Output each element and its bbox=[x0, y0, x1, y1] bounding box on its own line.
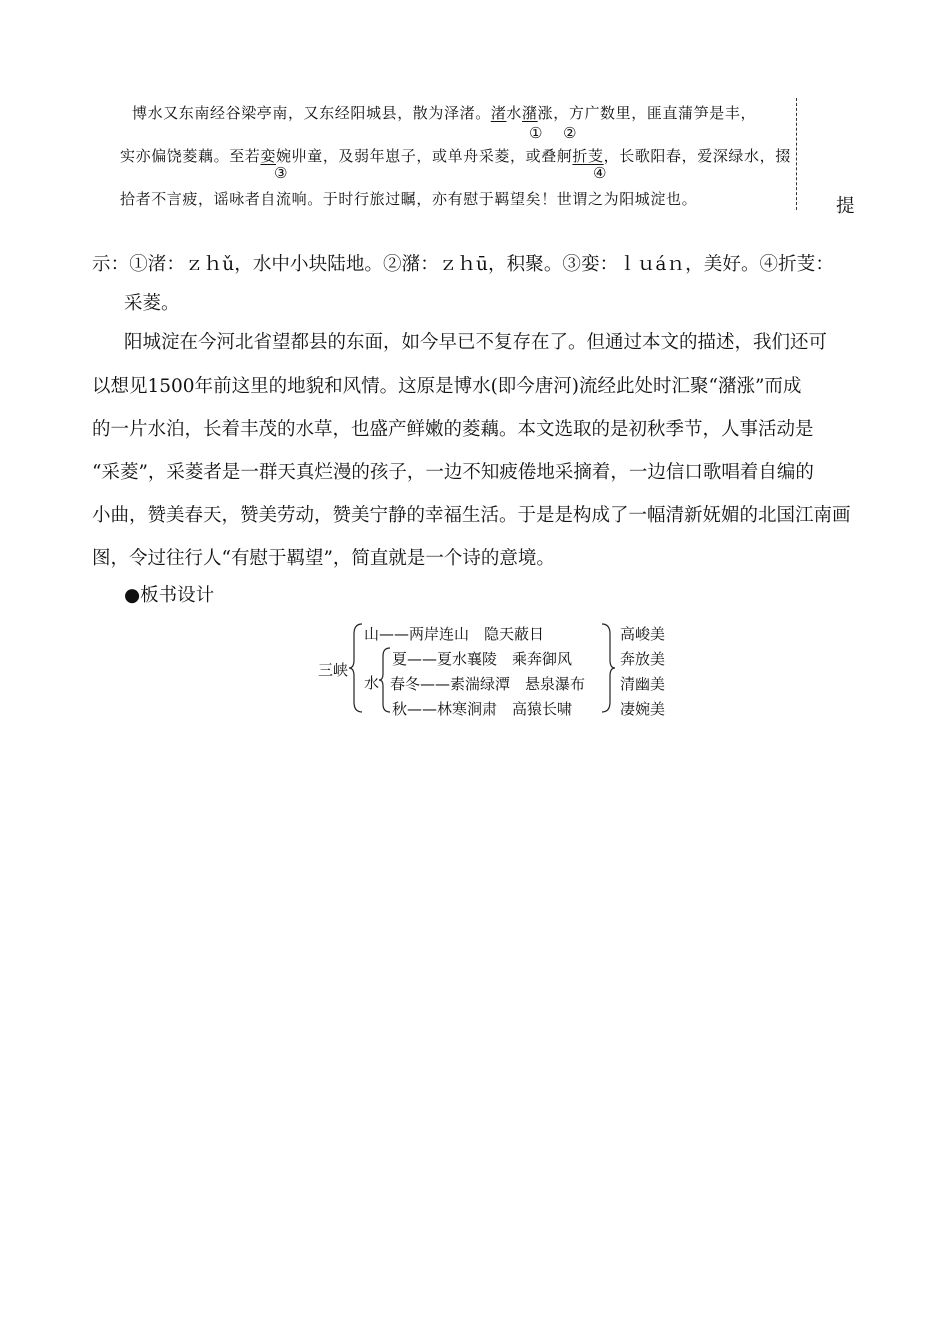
beauty-label: 奔放美 bbox=[620, 650, 666, 668]
source-text: 涨，方广数里，匪直蒲笋是丰， bbox=[537, 104, 757, 122]
right-brace-icon bbox=[600, 622, 616, 714]
hint-line-1: 示：①渚：ｚｈǔ，水中小块陆地。②潴：ｚｈū，积聚。③娈：ｌｕáｎ，美好。④折芰： bbox=[92, 254, 834, 275]
paragraph-line: 阳城淀在今河北省望都县的东面，如今早已不复存在了。但通过本文的描述，我们还可 bbox=[124, 332, 828, 353]
source-line-3: 拾者不言疲，谣咏者自流响。于时行旅过瞩，亦有慰于羁望矣！世谓之为阳城淀也。 bbox=[120, 190, 698, 208]
paragraph-line: 以想见1500年前这里的地貌和风情。这原是博水(即今唐河)流经此处时汇聚“潴涨”而成 bbox=[92, 376, 802, 397]
source-text: ，长歌阳春，爱深绿水，掇 bbox=[603, 147, 791, 165]
diagram-qiu: 秋——林寒涧肃 高猿长啸 bbox=[392, 700, 573, 718]
paragraph-line: “采菱”，采菱者是一群天真烂漫的孩子，一边不知疲倦地采摘着，一边信口歌唱着自编的 bbox=[92, 462, 814, 483]
annotated-char-zhu: 渚 bbox=[490, 104, 507, 122]
diagram-shui: 水 bbox=[364, 674, 380, 692]
beauty-label: 高峻美 bbox=[620, 625, 666, 643]
annotated-char-zhu2: 潴 bbox=[522, 104, 538, 122]
source-line-1 bbox=[132, 102, 756, 123]
left-brace-icon bbox=[348, 622, 364, 714]
annotated-word-zheji: 折芰 bbox=[572, 147, 604, 165]
annotated-char-luan: 娈 bbox=[260, 147, 277, 165]
diagram-xia: 夏——夏水襄陵 乘奔御风 bbox=[392, 650, 573, 668]
hint-line-2: 采菱。 bbox=[124, 293, 180, 314]
source-line-2 bbox=[120, 145, 791, 166]
beauty-label: 凄婉美 bbox=[620, 700, 666, 718]
box-right-border bbox=[796, 98, 797, 210]
marker-2: ② bbox=[563, 124, 577, 142]
diagram-root: 三峡 bbox=[318, 661, 349, 679]
diagram-shan: 山——两岸连山 隐天蔽日 bbox=[364, 625, 545, 643]
beauty-label: 清幽美 bbox=[620, 675, 666, 693]
source-text: 婉丱童，及弱年崽子，或单舟采菱，或叠舸 bbox=[276, 147, 573, 165]
paragraph-line: 小曲，赞美春天，赞美劳动，赞美宁静的幸福生活。于是是构成了一幅清新妩媚的北国江南画 bbox=[92, 505, 851, 526]
marker-4: ④ bbox=[593, 164, 607, 182]
diagram-chundong: 春冬——素湍绿潭 悬泉瀑布 bbox=[390, 675, 586, 693]
paragraph-line: 的一片水泊，长着丰茂的水草，也盛产鲜嫩的菱藕。本文选取的是初秋季节，人事活动是 bbox=[92, 419, 814, 440]
source-text: 实亦偏饶菱藕。至若 bbox=[120, 147, 261, 165]
hint-prefix: 提 bbox=[836, 196, 855, 217]
section-title: ●板书设计 bbox=[124, 585, 215, 606]
paragraph-line: 图，令过往行人“有慰于羁望”，简直就是一个诗的意境。 bbox=[92, 548, 555, 569]
source-text: 博水又东南经谷梁亭南，又东经阳城县，散为泽渚。 bbox=[132, 104, 491, 122]
source-text: 水 bbox=[506, 104, 523, 122]
marker-1: ① bbox=[529, 124, 543, 142]
marker-3: ③ bbox=[274, 164, 288, 182]
